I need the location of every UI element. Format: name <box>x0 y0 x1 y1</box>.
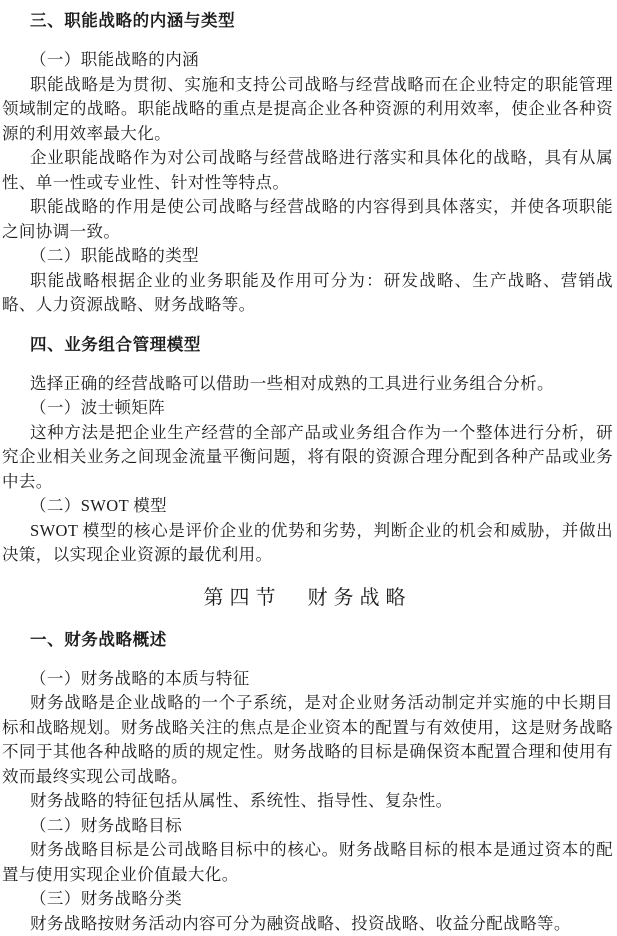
chapter-title-financial-strategy: 第四节 财务战略 <box>2 583 613 613</box>
subheading-functional-strategy-types: （二）职能战略的类型 <box>2 244 613 269</box>
body-paragraph: 财务战略按财务活动内容可分为融资战略、投资战略、收益分配战略等。 <box>2 912 613 936</box>
subheading-functional-strategy-connotation: （一）职能战略的内涵 <box>2 48 613 73</box>
body-paragraph: 选择正确的经营战略可以借助一些相对成熟的工具进行业务组合分析。 <box>2 372 613 397</box>
subheading-swot-model: （二）SWOT 模型 <box>2 494 613 519</box>
subheading-boston-matrix: （一）波士顿矩阵 <box>2 396 613 421</box>
body-paragraph: 职能战略是为贯彻、实施和支持公司战略与经营战略而在企业特定的职能管理领域制定的战略。职能战略的重点是提高企业各种资源的利用效率，使企业各种资源的利用效率最大化。 <box>2 73 613 147</box>
body-paragraph: 财务战略目标是公司战略目标中的核心。财务战略目标的根本是通过资本的配置与使用实现企业价值最大化。 <box>2 838 613 887</box>
section-heading-functional-strategy: 三、职能战略的内涵与类型 <box>2 9 613 33</box>
body-paragraph: 职能战略的作用是使公司战略与经营战略的内容得到具体落实，并使各项职能之间协调一致。 <box>2 195 613 244</box>
body-paragraph: 财务战略的特征包括从属性、系统性、指导性、复杂性。 <box>2 789 613 814</box>
body-paragraph: 职能战略根据企业的业务职能及作用可分为：研发战略、生产战略、营销战略、人力资源战略、财务战略等。 <box>2 269 613 318</box>
body-paragraph: 这种方法是把企业生产经营的全部产品或业务组合作为一个整体进行分析，研究企业相关业务之间现金流量平衡问题，将有限的资源合理分配到各种产品或业务中去。 <box>2 421 613 495</box>
subheading-financial-strategy-classification: （三）财务战略分类 <box>2 887 613 912</box>
section-heading-business-portfolio-models: 四、业务组合管理模型 <box>2 333 613 357</box>
section-heading-financial-strategy-overview: 一、财务战略概述 <box>2 628 613 652</box>
subheading-financial-strategy-goal: （二）财务战略目标 <box>2 814 613 839</box>
body-paragraph: SWOT 模型的核心是评价企业的优势和劣势，判断企业的机会和威胁，并做出决策，以实现企业资源的最优利用。 <box>2 519 613 568</box>
body-paragraph: 企业职能战略作为对公司战略与经营战略进行落实和具体化的战略，具有从属性、单一性或专业性、针对性等特点。 <box>2 146 613 195</box>
subheading-financial-strategy-nature: （一）财务战略的本质与特征 <box>2 667 613 692</box>
body-paragraph: 财务战略是企业战略的一个子系统，是对企业财务活动制定并实施的中长期目标和战略规划。财务战略关注的焦点是企业资本的配置与有效使用，这是财务战略不同于其他各种战略的质的规定性。财务战略的目标是确保资本配置合理和使用有效而最终实现公司战略。 <box>2 691 613 789</box>
